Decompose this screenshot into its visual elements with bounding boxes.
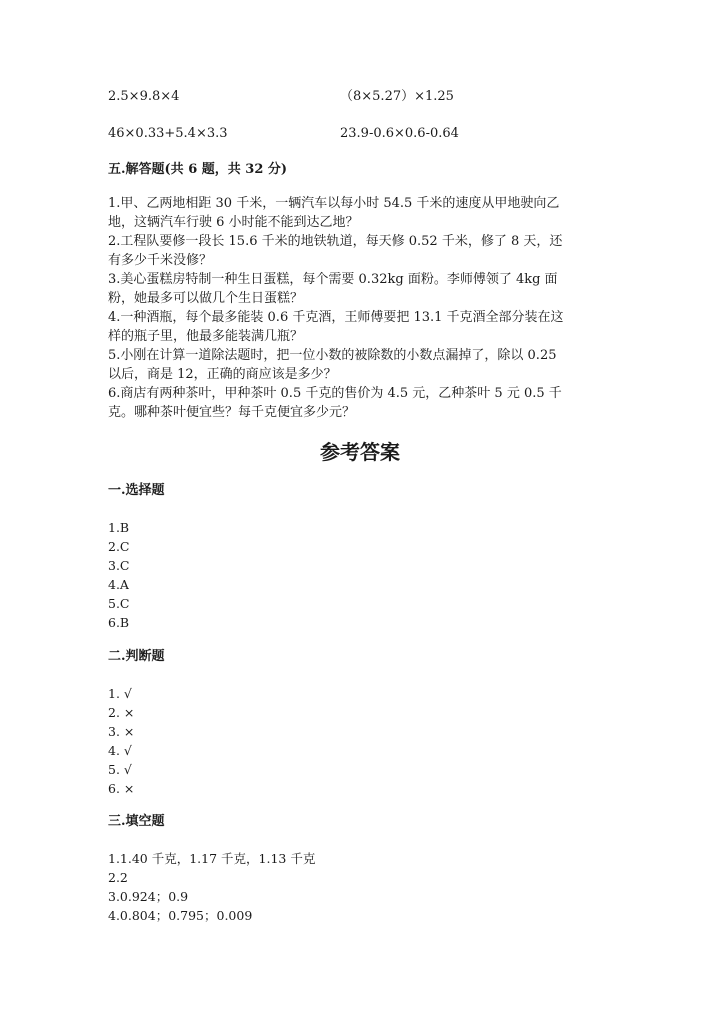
answer-item: 4. √ (108, 743, 132, 758)
answer-item: 5. √ (108, 762, 132, 777)
problem-line: 1.甲、乙两地相距 30 千米，一辆汽车以每小时 54.5 千米的速度从甲地驶向乙 (108, 196, 560, 211)
problem-line: 样的瓶子里，他最多能装满几瓶？ (108, 329, 304, 344)
section5-problems (108, 194, 613, 422)
problem-line: 克。哪种茶叶便宜些？每千克便宜多少元？ (108, 405, 356, 420)
calc-row2-left: 46×0.33+5.4×3.3 (108, 126, 228, 141)
problem-line: 以后，商是 12，正确的商应该是多少？ (108, 367, 337, 382)
answer-item: 2.C (108, 539, 130, 554)
calc-row1-left: 2.5×9.8×4 (108, 89, 180, 104)
problem-line: 6.商店有两种茶叶，甲种茶叶 0.5 千克的售价为 4.5 元，乙种茶叶 5 元 0.5 千 (108, 386, 562, 401)
problem-line: 有多少千米没修？ (108, 253, 213, 268)
answers-s1-list (108, 518, 130, 632)
answers-s3-title: 三.填空题 (108, 814, 165, 829)
answer-item: 5.C (108, 596, 130, 611)
answer-item: 1.B (108, 520, 130, 535)
answers-title: 参考答案 (320, 440, 400, 464)
problem-line: 5.小刚在计算一道除法题时，把一位小数的被除数的小数点漏掉了，除以 0.25 (108, 348, 557, 363)
problem-line: 3.美心蛋糕房特制一种生日蛋糕，每个需要 0.32kg 面粉。李师傅领了 4kg 面 (108, 272, 558, 287)
section5-title: 五.解答题(共 6 题，共 32 分) (108, 162, 288, 177)
answer-item: 6.B (108, 615, 130, 630)
problem-line: 地，这辆汽车行驶 6 小时能不能到达乙地？ (108, 215, 359, 230)
answer-item: 1.1.40 千克，1.17 千克，1.13 千克 (108, 851, 316, 866)
answers-s2-list (108, 684, 134, 798)
problem-line: 4.一种酒瓶，每个最多能装 0.6 千克酒，王师傅要把 13.1 千克酒全部分装在这 (108, 310, 564, 325)
calc-row1-right: （8×5.27）×1.25 (340, 89, 454, 104)
problem-line: 2.工程队要修一段长 15.6 千米的地铁轨道，每天修 0.52 千米，修了 8 天，还 (108, 234, 563, 249)
answer-item: 3.0.924；0.9 (108, 889, 189, 904)
answer-item: 1. √ (108, 686, 132, 701)
answers-s3-list (108, 849, 315, 925)
answers-s2-title: 二.判断题 (108, 649, 165, 664)
answer-item: 2. × (108, 705, 135, 720)
answer-item: 4.A (108, 577, 129, 592)
calc-row2-right: 23.9-0.6×0.6-0.64 (340, 126, 459, 141)
answer-item: 4.0.804；0.795；0.009 (108, 908, 253, 923)
answer-item: 3.C (108, 558, 130, 573)
answer-item: 6. × (108, 781, 135, 796)
answer-item: 3. × (108, 724, 135, 739)
answers-s1-title: 一.选择题 (108, 483, 165, 498)
problem-line: 粉，她最多可以做几个生日蛋糕？ (108, 291, 304, 306)
answer-item: 2.2 (108, 870, 128, 885)
